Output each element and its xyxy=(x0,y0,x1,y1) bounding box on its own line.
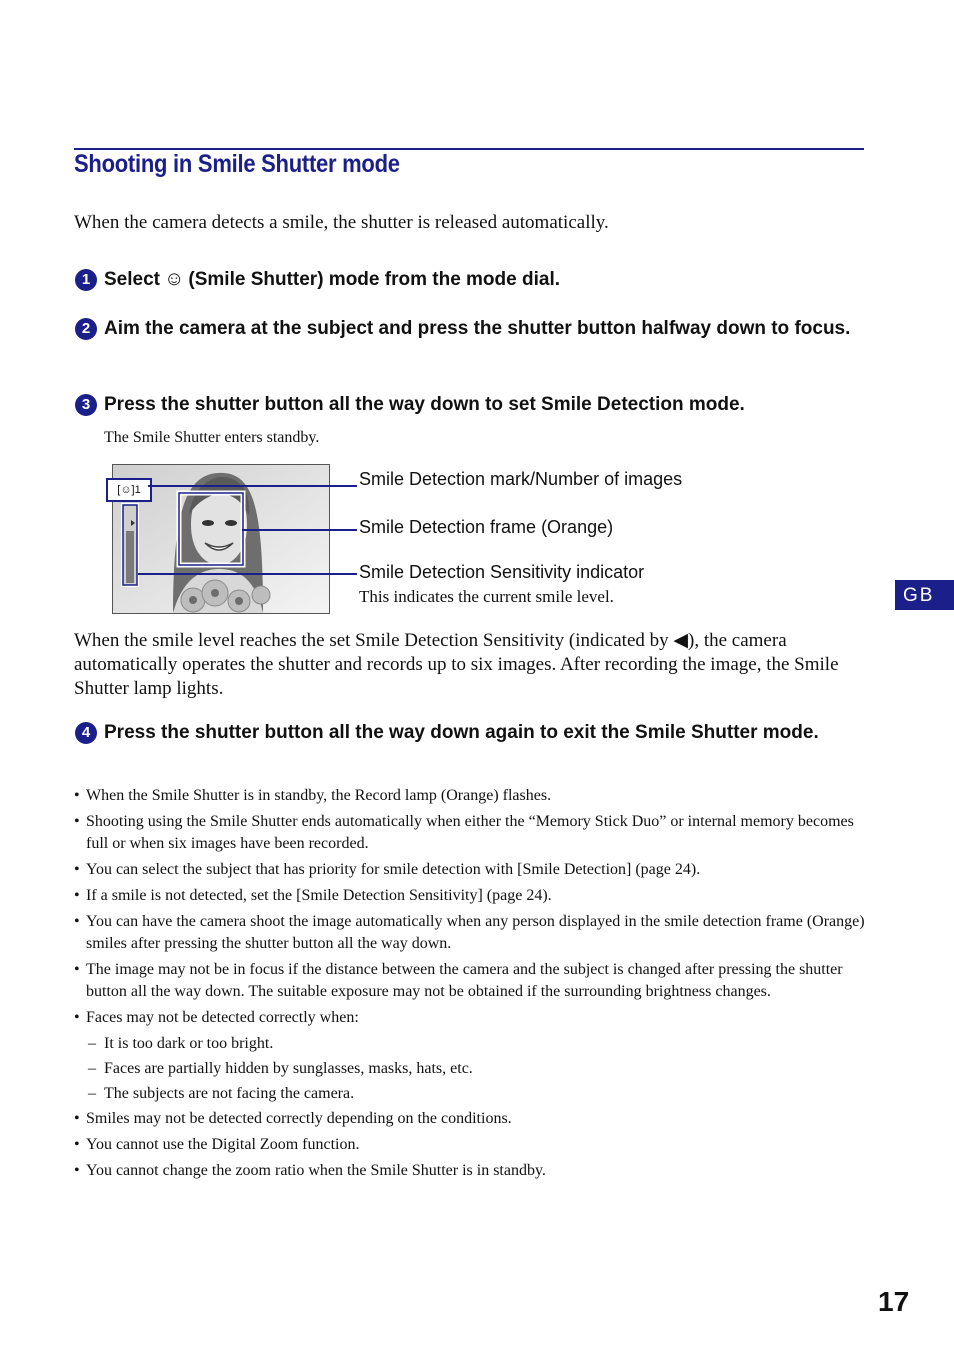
subnote-item: – The subjects are not facing the camera. xyxy=(74,1083,866,1105)
smile-detection-mark: [☺]1 xyxy=(106,478,152,502)
note-item: • You cannot change the zoom ratio when the Smile Shutter is in standby. xyxy=(74,1160,866,1182)
intro-text: When the camera detects a smile, the shutter is released automatically. xyxy=(74,212,609,233)
step-number-3: 3 xyxy=(75,394,97,416)
step-4-text: Press the shutter button all the way down again to exit the Smile Shutter mode. xyxy=(104,722,819,743)
step-number-2: 2 xyxy=(75,318,97,340)
subnote-item: – Faces are partially hidden by sunglasses, masks, hats, etc. xyxy=(74,1058,866,1080)
page-number: 17 xyxy=(878,1286,910,1317)
language-tab: GB xyxy=(895,580,954,610)
callout-detection-frame: Smile Detection frame (Orange) xyxy=(359,517,614,537)
callout-smile-mark: Smile Detection mark/Number of images xyxy=(359,469,683,489)
note-item: • Smiles may not be detected correctly depending on the conditions. xyxy=(74,1108,866,1130)
note-item: • If a smile is not detected, set the [Smile Detection Sensitivity] (page 24). xyxy=(74,885,866,907)
step-1-pre: Select xyxy=(104,269,160,290)
note-item: • You can select the subject that has priority for smile detection with [Smile Detection] (page 24). xyxy=(74,859,866,881)
notes-list xyxy=(74,785,866,1186)
note-item: • Faces may not be detected correctly when: xyxy=(74,1007,866,1029)
step-number-1: 1 xyxy=(75,269,97,291)
subnote-item: – It is too dark or too bright. xyxy=(74,1033,866,1055)
smile-shutter-icon: ☺ xyxy=(163,268,185,290)
note-item: • You cannot use the Digital Zoom function. xyxy=(74,1134,866,1156)
callout-sensitivity-sub: This indicates the current smile level. xyxy=(359,587,614,606)
step-2-text: Aim the camera at the subject and press the shutter button halfway down to focus. xyxy=(104,318,851,339)
section-title: Shooting in Smile Shutter mode xyxy=(74,150,400,178)
step-number-4: 4 xyxy=(75,722,97,744)
step-1-post: (Smile Shutter) mode from the mode dial. xyxy=(188,269,561,290)
callout-sensitivity-indicator: Smile Detection Sensitivity indicator xyxy=(359,562,645,582)
step-3-text: Press the shutter button all the way down to set Smile Detection mode. xyxy=(104,394,745,415)
smile-level-paragraph: When the smile level reaches the set Smile Detection Sensitivity (indicated by ◀), the camera automatically operates the shutter and records up to six images. After recording the image, the Smile Shutter lamp lights. xyxy=(74,630,839,699)
note-item: • The image may not be in focus if the distance between the camera and the subject is changed after pressing the shutter button all the way down. The suitable exposure may not be obtained if the surrounding brightness changes. xyxy=(74,959,866,1003)
note-item: • You can have the camera shoot the image automatically when any person displayed in the smile detection frame (Orange) smiles after pressing the shutter button all the way down. xyxy=(74,911,866,955)
note-item: • When the Smile Shutter is in standby, the Record lamp (Orange) flashes. xyxy=(74,785,866,807)
step-3-sub: The Smile Shutter enters standby. xyxy=(104,429,320,446)
note-item: • Shooting using the Smile Shutter ends automatically when either the “Memory Stick Duo” or internal memory becomes full or when six images have been recorded. xyxy=(74,811,866,855)
